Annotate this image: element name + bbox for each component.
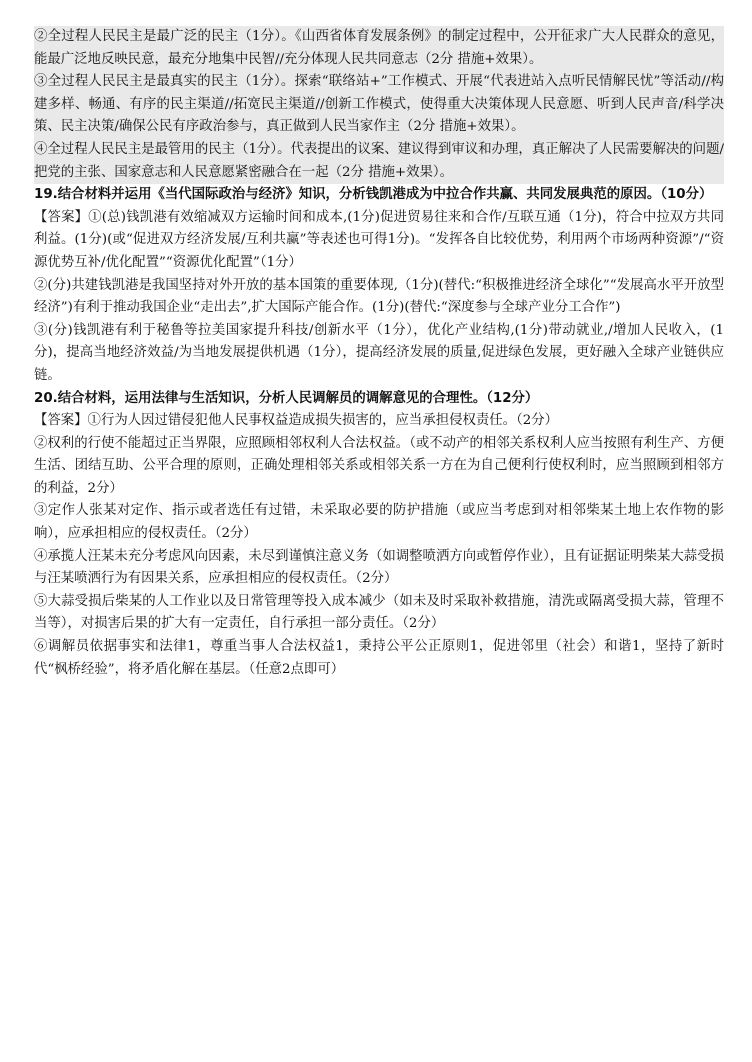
q20-answer-1: 【答案】①行为人因过错侵犯他人民事权益造成损失损害的，应当承担侵权责任。（2分） — [34, 413, 559, 429]
question-20-title: 20.结合材料，运用法律与生活知识，分析人民调解员的调解意见的合理性。（12分） — [34, 390, 539, 406]
answer-paragraph: ③全过程人民民主是最真实的民主（1分）。探索“联络站+”工作模式、开展“代表进站入点听民情解民忧”等活动//构建多样、畅通、有序的民主渠道//拓宽民主渠道//创新工作模式，使得重大决策体现人民意愿、听到人民声音/科学决策、民主决策/确保公民有序政治参与，真正做到人民当家作主（2分 措施+效果）。 — [34, 74, 724, 135]
q20-answer-3: ③定作人张某对定作、指示或者选任有过错，未采取必要的防护措施（或应当考虑到对相邻柴某土地上农作物的影响），应承担相应的侵权责任。（2分） — [34, 503, 724, 542]
q20-answer-4: ④承揽人汪某未充分考虑风向因素，未尽到谨慎注意义务（如调整喷洒方向或暂停作业），且有证据证明柴某大蒜受损与汪某喷洒行为有因果关系，应承担相应的侵权责任。（2分） — [34, 548, 724, 587]
q19-answer-1: 【答案】①(总)钱凯港有效缩减双方运输时间和成本,(1分)促进贸易往来和合作/互联互通（1分)，符合中拉双方共同利益。(1分)(或“促进双方经济发展/互利共赢”等表述也可得1分)。“发挥各自比较优势，利用两个市场两种资源”/“资源优势互补/优化配置”“资源优化配置”（1分） — [34, 209, 724, 270]
q20-answer-5: ⑤大蒜受损后柴某的人工作业以及日常管理等投入成本减少（如未及时采取补救措施，清洗或隔离受损大蒜，管理不当等），对损害后果的扩大有一定责任，自行承担一部分责任。（2分） — [34, 593, 724, 632]
previous-answer-block — [34, 26, 724, 184]
q20-answer-6: ⑥调解员依据事实和法律1，尊重当事人合法权益1，秉持公平公正原则1，促进邻里（社会）和谐1，坚持了新时代“枫桥经验”，将矛盾化解在基层。（任意2点即可） — [34, 639, 724, 677]
question-19-title: 19.结合材料并运用《当代国际政治与经济》知识，分析钱凯港成为中拉合作共赢、共同发展典范的原因。（10分） — [34, 187, 713, 203]
document-page — [34, 26, 724, 681]
answer-paragraph: ②全过程人民民主是最广泛的民主（1分）。《山西省体育发展条例》的制定过程中，公开征求广大人民群众的意见，能最广泛地反映民意，最充分地集中民智//充分体现人民共同意志（2分 措施+效果）。 — [34, 29, 724, 67]
q19-answer-3: ③(分)钱凯港有利于秘鲁等拉美国家提升科技/创新水平（1分），优化产业结构,(1分)带动就业,/增加人民收入，(1分)，提高当地经济效益/为当地发展提供机遇（1分），提高经济发展的质量,促进绿色发展，更好融入全球产业链供应链。 — [34, 322, 724, 383]
q20-answer-2: ②权利的行使不能超过正当界限，应照顾相邻权利人合法权益。（或不动产的相邻关系权利人应当按照有利生产、方便生活、团结互助、公平合理的原则，正确处理相邻关系或相邻关系一方在为自己便利行使权利时，应当照顾到相邻方的利益，2分） — [34, 435, 724, 496]
answer-paragraph: ④全过程人民民主是最管用的民主（1分）。代表提出的议案、建议得到审议和办理，真正解决了人民需要解决的问题/把党的主张、国家意志和人民意愿紧密融合在一起（2分 措施+效果）。 — [34, 141, 724, 180]
q19-answer-2: ②(分)共建钱凯港是我国坚持对外开放的基本国策的重要体现,（1分)(替代:“积极推进经济全球化”“发展高水平开放型经济”)有利于推动我国企业“走出去”,扩大国际产能合作。(1分)(替代:“深度参与全球产业分工合作”) — [34, 277, 724, 316]
